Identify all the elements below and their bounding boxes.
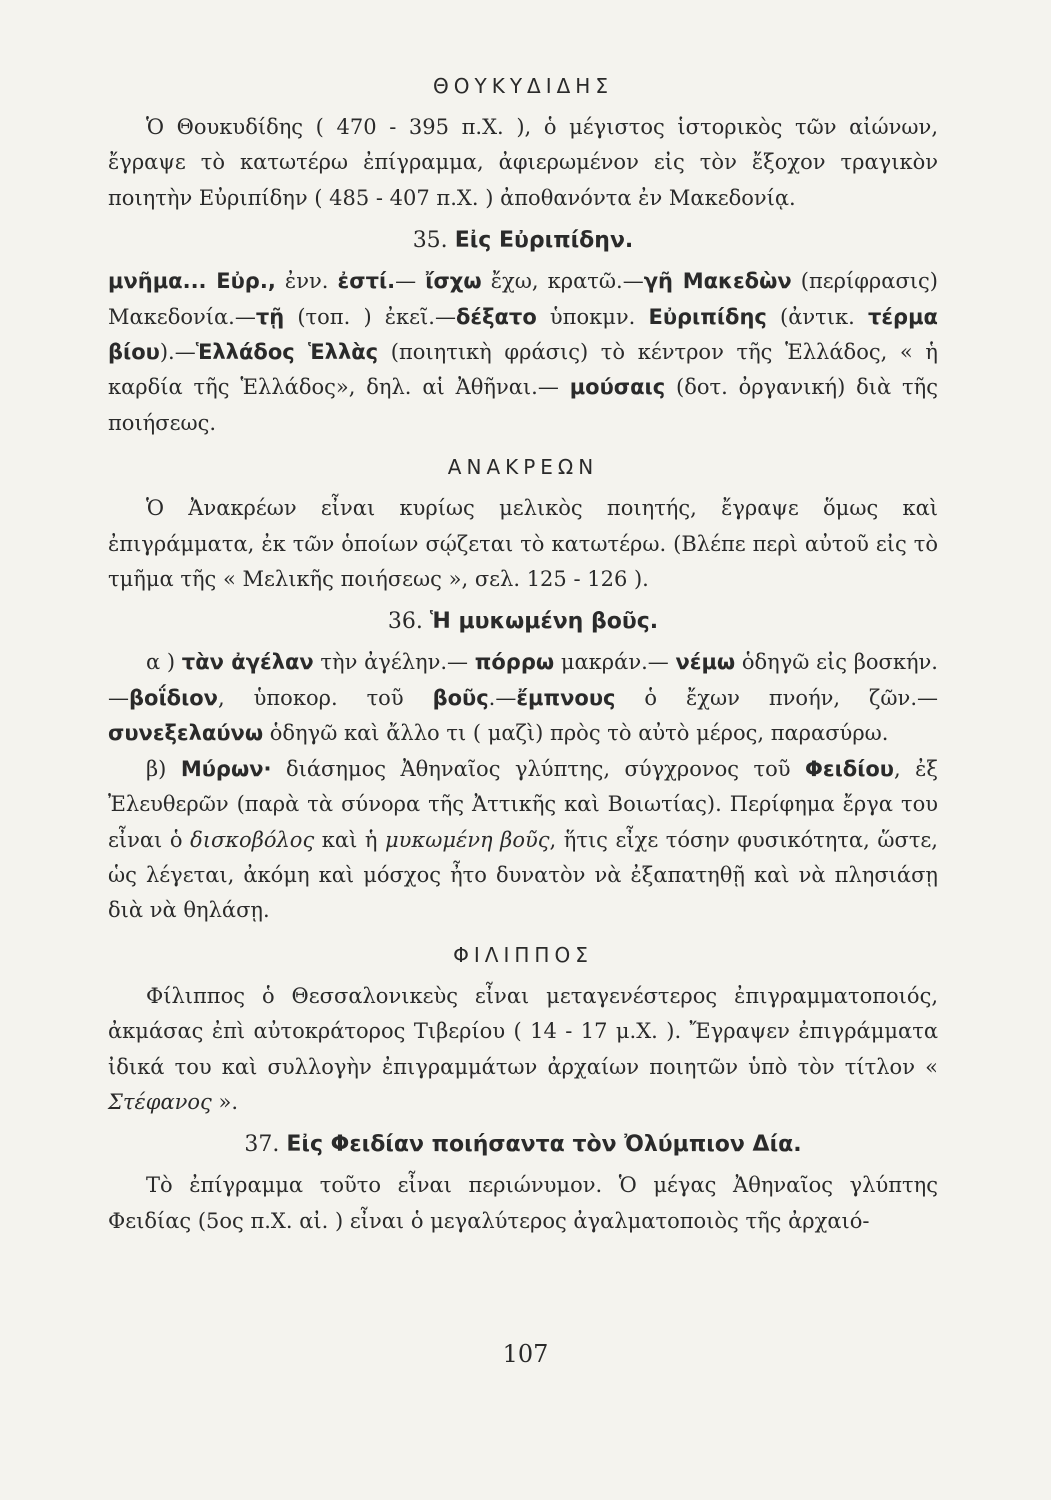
epigram-number: 37. [244, 1132, 280, 1158]
intro-anacreon: Ὁ Ἀνακρέων εἶναι κυρίως μελικὸς ποιητής, ἔγραψε ὅμως καὶ ἐπιγράμματα, ἐκ τῶν ὁποίων σῴζεται τὸ κατωτέρω. (Βλέπε περὶ αὐτοῦ εἰς τὸ τμῆμα τῆς « Μελικῆς ποιήσεως », σελ. 125 - 126 ). [108, 496, 938, 592]
epigram-number: 35. [412, 228, 448, 254]
text-run: α ) [146, 650, 182, 675]
term: μνῆμα... Εὐρ., [108, 269, 276, 294]
text-run: ὁδηγῶ καὶ ἄλλο τι ( μαζὶ) πρὸς τὸ αὐτὸ μέρος, παρασύρω. [263, 721, 889, 746]
text-run: β) [146, 756, 181, 781]
text-philippos: Τὸ ἐπίγραμμα τοῦτο εἶναι περιώνυμον. Ὁ μέγας Ἀθηναῖος γλύπτης Φειδίας (5ος π.Χ. αἰ. ) εἶναι ὁ μεγαλύτερος ἀγαλματοποιὸς τῆς ἀρχαιό- [108, 1173, 938, 1233]
text-run: (δοτ. ὀργανική) διὰ τῆς ποιήσεως. [108, 375, 938, 435]
text-run: μακράν.— [554, 650, 676, 675]
term: τῇ [255, 304, 285, 329]
intro-thucydides: Ὁ Θουκυδίδης ( 470 - 395 π.Χ. ), ὁ μέγιστος ἱστορικὸς τῶν αἰώνων, ἔγραψε τὸ κατωτέρω ἐπίγραμμα, ἀφιερωμένον εἰς τὸν ἔξοχον τραγικὸν ποιητὴν Εὐριπίδην ( 485 - 407 π.Χ. ) ἀποθανόντα ἐν Μακεδονίᾳ. [108, 115, 938, 210]
text-run: ἔχω, κρατῶ.— [481, 269, 644, 294]
author-heading-philippos: ΦΙΛΙΠΠΟΣ [453, 942, 593, 967]
text-run: , ἥτις εἶχε τόσην φυσικότητα, ὥστε, ὡς λέγεται, ἀκόμη καὶ μόσχος ἦτο δυνατὸν νὰ ἐξαπατηθῇ καὶ νὰ πλησιάσῃ διὰ νὰ θηλάσῃ. [108, 827, 938, 923]
notes-anacreon-b [108, 752, 938, 929]
term: δέξατο [455, 304, 537, 329]
term: ἴσχω [425, 269, 482, 294]
epigram-title-37 [108, 1124, 938, 1166]
term: ἐστί. [337, 269, 396, 294]
text-run: ἐνν. [275, 269, 338, 294]
epigram-title-text: Εἰς Εὐριπίδην. [454, 228, 634, 254]
term: γῆ Μακεδὼν [643, 269, 792, 294]
epigram-number: 36. [387, 609, 423, 635]
text-run: διάσημος Ἀθηναῖος γλύπτης, σύγχρονος τοῦ [271, 756, 806, 781]
epigram-title-text: Ἡ μυκωμένη βοῦς. [429, 609, 659, 635]
epigram-title-35 [108, 220, 938, 262]
italic-term: Στέφανος [108, 1089, 212, 1114]
italic-term: δισκοβόλος [190, 827, 315, 852]
term: Εὐριπίδης [648, 304, 767, 329]
text-run: τὴν ἀγέλην.— [313, 650, 475, 675]
text-run: (περίφρασις) Μακεδονία.— [108, 269, 938, 329]
text-run: ». [211, 1089, 238, 1114]
term: τέρμα βίου [108, 304, 938, 365]
text-run: — [395, 269, 426, 294]
term: Φειδίου [805, 756, 894, 781]
term: Ἑλλάδος Ἑλλὰς [195, 340, 379, 365]
page-number: 107 [502, 1340, 549, 1368]
term: νέμω [675, 650, 736, 675]
text-run: ὑποκμν. [536, 304, 649, 329]
text-run: , ἐξ Ἐλευθερῶν (παρὰ τὰ σύνορα τῆς Ἀττικῆς καὶ Βοιωτίας). Περίφημα ἔργα του εἶναι ὁ [108, 756, 938, 852]
term: συνεξελαύνω [108, 721, 264, 746]
term: βοΐδιον [129, 685, 218, 710]
term: ἔμπνους [516, 685, 616, 710]
author-heading-anacreon: ΑΝΑΚΡΕΩΝ [447, 455, 599, 480]
epigram-title-36 [108, 601, 938, 643]
text-run: ὁδηγῶ εἰς βοσκήν.— [108, 650, 938, 710]
term: βοῦς [432, 685, 489, 710]
text-run: ὁ ἔχων πνοήν, ζῶν.— [615, 685, 938, 710]
term: πόρρω [474, 650, 555, 675]
text-run: (ποιητικὴ φράσις) τὸ κέντρον τῆς Ἑλλάδος, « ἡ καρδία τῆς Ἑλλάδος», δηλ. αἱ Ἀθῆναι.— [108, 340, 938, 400]
term: Μύρων· [180, 756, 272, 781]
text-run: ).— [159, 340, 196, 365]
text-run: , ὑποκορ. τοῦ [217, 685, 433, 710]
text-run: Φίλιππος ὁ Θεσσαλονικεὺς εἶναι μεταγενέστερος ἐπιγραμματοποιός, ἀκμάσας ἐπὶ αὐτοκράτορος Τιβερίου ( 14 - 17 μ.Χ. ). Ἔγραψεν ἐπιγράμματα ἰδικά του καὶ συλλογὴν ἐπιγραμμάτων ἀρχαίων ποιητῶν ὑπὸ τὸν τίτλον « [108, 983, 938, 1079]
author-heading-thucydides: ΘΟΥΚΥΔΙΔΗΣ [433, 74, 613, 98]
epigram-title-text: Εἰς Φειδίαν ποιήσαντα τὸν Ὀλύμπιον Δία. [286, 1132, 802, 1158]
page-content [108, 60, 938, 1239]
intro-philippos [108, 979, 938, 1121]
notes-anacreon-a [108, 645, 938, 751]
term: τὰν ἀγέλαν [181, 650, 314, 675]
text-run: (ἀντικ. [766, 304, 868, 329]
italic-term: μυκωμένη βοῦς [385, 827, 550, 852]
text-run: (τοπ. ) ἐκεῖ.— [284, 304, 456, 329]
term: μούσαις [569, 375, 666, 400]
text-run: καὶ ἡ [314, 827, 386, 852]
text-run: .— [488, 685, 517, 710]
notes-thucydides [108, 264, 938, 441]
